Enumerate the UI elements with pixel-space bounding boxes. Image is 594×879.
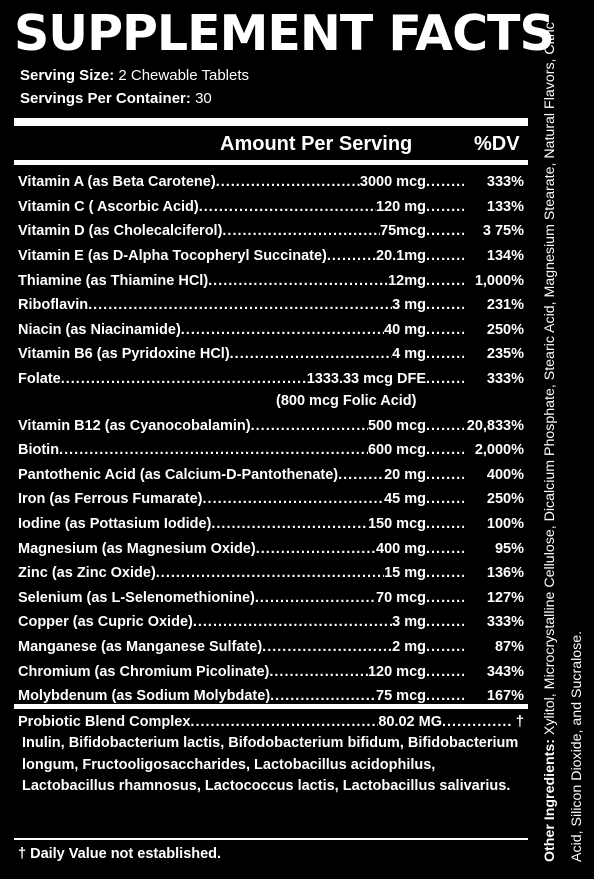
nutrient-name: Vitamin A (as Beta Carotene) [18,174,216,191]
leader-dots [199,199,376,215]
nutrient-name: Iron (as Ferrous Fumarate) [18,491,203,508]
leader-dots [181,322,384,338]
panel-title: SUPPLEMENT FACTS [14,5,554,62]
probiotic-amount: 80.02 MG [378,714,442,730]
serving-size [20,66,249,86]
leader-dots [426,516,464,532]
nutrient-row [18,244,524,269]
nutrient-amount: 500 mcg [367,417,426,434]
nutrient-row [18,170,524,195]
probiotic-section [18,711,524,798]
leader-dots [208,273,388,289]
nutrient-row [18,367,524,392]
nutrient-amount: 4 mg [392,346,426,363]
leader-dots [426,322,464,338]
nutrient-amount: 120 mg [376,198,426,215]
nutrient-dv: 333% [486,174,524,191]
nutrient-amount: 3 mg [392,614,426,631]
leader-dots [156,565,384,581]
nutrient-dv: 136% [486,565,524,582]
nutrient-amount: 75mcg [380,223,426,240]
leader-dots [327,248,376,264]
nutrient-dv: 1,000% [474,272,524,289]
leader-dots [426,590,464,606]
nutrient-amount: 40 mg [384,321,426,338]
nutrient-dv: 133% [486,198,524,215]
leader-dots [230,346,393,362]
leader-dots [88,297,392,313]
leader-dots [426,223,464,239]
servings-per-container-label: Servings Per Container: [20,90,191,107]
nutrient-row [18,659,524,684]
nutrient-name: Vitamin D (as Cholecalciferol) [18,223,223,240]
leader-dots [426,297,464,313]
nutrient-dv: 231% [486,297,524,314]
leader-dots [426,541,464,557]
amount-per-serving-header: Amount Per Serving [220,133,413,155]
nutrient-name: Pantothenic Acid (as Calcium-D-Pantothenate) [18,466,339,483]
nutrient-row [18,195,524,220]
probiotic-name: Probiotic Blend Complex [18,714,191,730]
leader-dots [270,688,376,704]
leader-dots [426,467,464,483]
nutrient-row [18,438,524,463]
nutrient-amount: 600 mcg [367,442,426,459]
nutrient-amount: 75 mcg [376,688,426,705]
leader-dots [426,273,464,289]
leader-dots [211,516,368,532]
divider-thick [14,118,528,126]
leader-dots [59,442,368,458]
leader-dots [61,371,307,387]
nutrient-amount: 45 mg [384,491,426,508]
leader-dots [426,174,464,190]
nutrient-name: Vitamin B6 (as Pyridoxine HCl) [18,346,230,363]
servings-per-container-value: 30 [195,90,212,107]
nutrient-row [18,512,524,537]
nutrient-row [18,586,524,611]
nutrient-dv: 333% [486,614,524,631]
leader-dots [269,664,368,680]
nutrient-name: Biotin [18,442,60,459]
leader-dots [426,565,464,581]
nutrient-name: Zinc (as Zinc Oxide) [18,565,156,582]
nutrient-dv: 400% [486,466,524,483]
divider-header [14,160,528,165]
nutrient-name: Niacin (as Niacinamide) [18,321,181,338]
nutrient-amount: 150 mcg [367,516,426,533]
nutrient-dv: 134% [486,248,524,265]
nutrient-name: Selenium (as L-Selenomethionine) [18,589,255,606]
leader-dots [426,614,464,630]
nutrient-row [18,268,524,293]
nutrient-amount: 70 mcg [376,589,426,606]
nutrient-dv: 343% [486,663,524,680]
nutrient-row [18,219,524,244]
nutrient-dv: 20,833% [466,417,524,434]
divider-footnote [14,838,528,840]
nutrient-dv: 127% [486,589,524,606]
nutrient-name: Iodine (as Pottasium Iodide) [18,516,212,533]
leader-dots [426,442,464,458]
probiotic-row [18,711,524,733]
leader-dots [338,467,384,483]
nutrient-amount: 1333.33 mcg DFE [306,371,426,388]
nutrient-name: Copper (as Cupric Oxide) [18,614,193,631]
nutrient-dv: 250% [486,321,524,338]
nutrient-row [18,610,524,635]
leader-dots [426,248,464,264]
serving-size-value: 2 Chewable Tablets [118,67,250,84]
leader-dots [203,491,385,507]
nutrient-amount: 20 mg [384,466,426,483]
nutrient-row [18,635,524,660]
nutrient-name: Molybdenum (as Sodium Molybdate) [18,688,271,705]
nutrient-dv: 333% [486,371,524,388]
nutrient-dv: 3 75% [482,223,524,240]
nutrient-name: Riboflavin [18,297,89,314]
nutrient-name: Magnesium (as Magnesium Oxide) [18,540,256,557]
nutrient-name: Vitamin C ( Ascorbic Acid) [18,198,199,215]
nutrient-row [18,536,524,561]
nutrient-amount: 400 mg [376,540,426,557]
leader-dots [426,371,464,387]
nutrient-dv: 167% [486,688,524,705]
leader-dots [426,664,464,680]
nutrient-amount: 2 mg [392,638,426,655]
probiotic-ingredients: Inulin, Bifidobacterium lactis, Bifodobacterium bifidum, Bifidobacterium longum, Fructooligosaccharides, Lactobacillus acidophilus, Lactobacillus rhamnosus, Lactococcus lactis, Lactobacillus salivarius. [22,735,519,794]
nutrient-name: Manganese (as Manganese Sulfate) [18,638,263,655]
servings-per-container [20,89,212,109]
leader-dots [216,174,360,190]
nutrient-row [18,463,524,488]
nutrient-name: Folate [18,371,61,388]
divider-probiotic [14,704,528,709]
other-ingredients-label: Other Ingredients: [542,739,558,862]
leader-dots [193,614,392,630]
nutrient-list [18,170,524,708]
leader-dots [190,714,378,730]
nutrient-amount: 12mg [388,272,426,289]
nutrient-dv: 87% [494,638,524,655]
footnote: † Daily Value not established. [18,846,222,862]
nutrient-dv: 100% [486,516,524,533]
nutrient-name: Chromium (as Chromium Picolinate) [18,663,270,680]
leader-dots [442,714,512,730]
leader-dots [262,639,392,655]
leader-dots [426,418,464,434]
leader-dots [222,223,380,239]
nutrient-name: Thiamine (as Thiamine HCl) [18,272,209,289]
nutrient-amount: 3000 mcg [359,174,426,191]
leader-dots [251,418,368,434]
nutrient-dv: 95% [494,540,524,557]
leader-dots [426,491,464,507]
other-ingredients [537,22,594,862]
leader-dots [426,688,464,704]
nutrient-subnote: (800 mcg Folic Acid) [276,393,417,410]
other-ingredients-text: Xylitol, Microcrystalline Cellulose, Dicalcium Phosphate, Stearic Acid, Magnesium Stearate, Natural Flavors, Citric Acid, Silicon Dioxide, and Sucralose. [542,22,585,862]
nutrient-dv: 235% [486,346,524,363]
nutrient-row [18,413,524,438]
nutrient-dv: 2,000% [474,442,524,459]
nutrient-amount: 120 mcg [367,663,426,680]
nutrient-row [18,487,524,512]
nutrient-amount: 20.1mg [376,248,426,265]
dv-header: %DV [474,133,520,155]
probiotic-dv: † [515,714,524,730]
nutrient-amount: 3 mg [392,297,426,314]
leader-dots [256,541,376,557]
leader-dots [426,199,464,215]
nutrient-name: Vitamin E (as D-Alpha Tocopheryl Succinate) [18,248,327,265]
leader-dots [255,590,376,606]
leader-dots [426,639,464,655]
nutrient-row [18,318,524,343]
nutrient-row [18,342,524,367]
nutrient-dv: 250% [486,491,524,508]
nutrient-row [18,293,524,318]
nutrient-row [18,561,524,586]
nutrient-name: Vitamin B12 (as Cyanocobalamin) [18,417,251,434]
serving-size-label: Serving Size: [20,67,115,84]
leader-dots [426,346,464,362]
nutrient-amount: 15 mg [384,565,426,582]
